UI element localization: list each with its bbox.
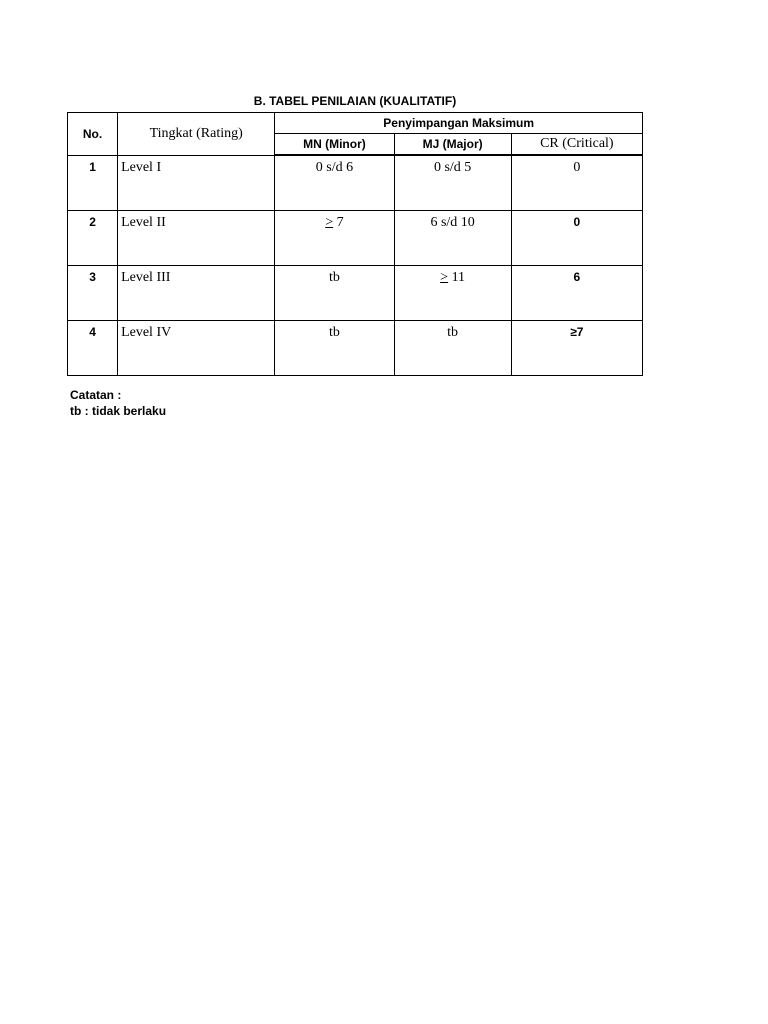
row-mj-value: 11 <box>448 270 466 285</box>
row-level: Level I <box>118 155 275 211</box>
row-mj <box>394 266 511 321</box>
table-title: B. TABEL PENILAIAN (KUALITATIF) <box>253 94 457 108</box>
notes <box>70 387 166 419</box>
row-mn-value: 7 <box>333 215 344 230</box>
table-row <box>68 155 643 211</box>
row-level: Level III <box>118 266 275 321</box>
row-cr: 0 <box>511 211 642 266</box>
row-mn: tb <box>275 266 394 321</box>
header-cr: CR (Critical) <box>511 134 642 156</box>
row-level: Level IV <box>118 321 275 376</box>
row-cr: 6 <box>511 266 642 321</box>
header-mn: MN (Minor) <box>275 134 394 156</box>
notes-heading: Catatan : <box>70 388 122 402</box>
row-mn: tb <box>275 321 394 376</box>
ge-symbol: > <box>440 270 449 285</box>
table-row <box>68 211 643 266</box>
header-mj: MJ (Major) <box>394 134 511 156</box>
row-no: 3 <box>68 266 118 321</box>
row-mn <box>275 211 394 266</box>
notes-line: tb : tidak berlaku <box>70 404 167 418</box>
row-cr: ≥7 <box>511 321 642 376</box>
header-penyimpangan: Penyimpangan Maksimum <box>275 113 643 134</box>
table-row <box>68 266 643 321</box>
assessment-table <box>67 112 643 376</box>
row-no: 4 <box>68 321 118 376</box>
row-no: 1 <box>68 155 118 211</box>
header-no: No. <box>68 113 118 156</box>
row-cr: 0 <box>511 155 642 211</box>
row-level: Level II <box>118 211 275 266</box>
row-no: 2 <box>68 211 118 266</box>
ge-symbol: > <box>325 215 334 230</box>
header-tingkat: Tingkat (Rating) <box>118 113 275 156</box>
row-mj: tb <box>394 321 511 376</box>
row-mj: 6 s/d 10 <box>394 211 511 266</box>
table-row <box>68 321 643 376</box>
row-mj: 0 s/d 5 <box>394 155 511 211</box>
row-mn: 0 s/d 6 <box>275 155 394 211</box>
